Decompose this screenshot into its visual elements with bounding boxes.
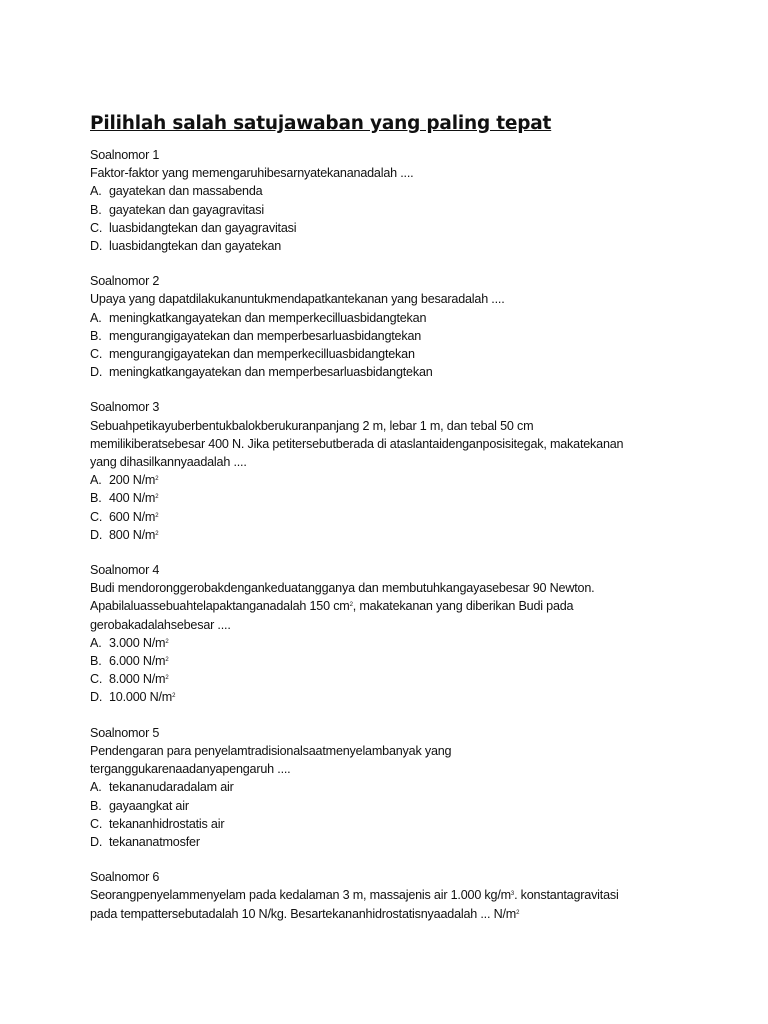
answer-option — [90, 833, 730, 851]
option-text: tekananudaradalam air — [109, 780, 234, 795]
option-letter: B. — [90, 328, 102, 343]
answer-option — [90, 363, 730, 381]
document-page — [90, 112, 730, 940]
option-text: mengurangigayatekan dan memperbesarluasbidangtekan — [109, 328, 422, 343]
option-letter: B. — [90, 491, 102, 506]
answer-option — [90, 688, 730, 706]
question-3 — [90, 398, 730, 544]
answer-option — [90, 526, 730, 544]
option-letter: B. — [90, 202, 102, 217]
answer-option — [90, 652, 730, 670]
option-text: luasbidangtekan dan gayagravitasi — [109, 220, 297, 235]
superscript: 2 — [165, 675, 169, 682]
option-text: 8.000 $N/m^2$ — [109, 672, 169, 687]
option-text: 10.000 $N/m^2$ — [109, 690, 176, 705]
option-letter: C. — [90, 220, 103, 235]
question-5 — [90, 724, 730, 851]
option-letter: C. — [90, 509, 103, 524]
superscript: 2 — [165, 638, 169, 645]
answer-option — [90, 201, 730, 219]
option-letter: A. — [90, 473, 102, 488]
question-text: Sebuahpetikayuberbentukbalokberukuranpanjang 2 m, lebar 1 m, dan tebal 50 cm memilikiberatsebesar 400 N. Jika petitersebutberada di ataslantaidenganposisitegak, makatekanan yang dihasilkannyaadalah .... — [90, 418, 624, 470]
answer-option — [90, 237, 730, 255]
question-number: Soalnomor 2 — [90, 274, 160, 289]
answer-option — [90, 471, 730, 489]
superscript: 2 — [172, 693, 176, 700]
option-letter: B. — [90, 798, 102, 813]
option-letter: C. — [90, 672, 103, 687]
question-6 — [90, 868, 730, 923]
page-title: Pilihlah salah satujawaban yang paling tepat — [90, 113, 552, 134]
option-text: 800 $N/m^2$ — [109, 527, 159, 542]
option-letter: D. — [90, 239, 103, 254]
option-text: gayatekan dan gayagravitasi — [109, 202, 264, 217]
superscript: 2 — [155, 530, 159, 537]
question-text: Seorangpenyelammenyelam pada kedalaman 3 m, massajenis air 1.000 $kg/m^3$. konstantagravitasi pada tempattersebutadalah 10 N/kg. Besartekananhidrostatisnyaadalah ... $N/m^2$ — [90, 888, 619, 921]
option-text: luasbidangtekan dan gayatekan — [109, 239, 282, 254]
option-letter: C. — [90, 347, 103, 362]
question-2 — [90, 272, 730, 381]
question-text: Budi mendoronggerobakdengankeduatangganya dan membutuhkangayasebesar 90 Newton. Apabilaluassebuahtelapaktanganadalah 150 $cm^2$, makatekanan yang diberikan Budi pada gerobakadalahsebesar .... — [90, 581, 595, 632]
option-text: 3.000 $N/m^2$ — [109, 635, 169, 650]
option-text: tekananhidrostatis air — [109, 816, 225, 831]
option-text: 600 $N/m^2$ — [109, 509, 159, 524]
answer-option — [90, 309, 730, 327]
question-number: Soalnomor 6 — [90, 870, 160, 885]
superscript: 2 — [155, 512, 159, 519]
superscript: 2 — [349, 602, 353, 609]
option-letter: A. — [90, 184, 102, 199]
option-text: 6.000 $N/m^2$ — [109, 654, 169, 669]
option-text: 200 $N/m^2$ — [109, 473, 159, 488]
option-letter: A. — [90, 310, 102, 325]
option-letter: D. — [90, 834, 103, 849]
superscript: 2 — [155, 476, 159, 483]
answer-option — [90, 327, 730, 345]
option-letter: A. — [90, 780, 102, 795]
option-letter: D. — [90, 527, 103, 542]
superscript: 3 — [510, 891, 515, 898]
option-text: tekananatmosfer — [109, 834, 200, 849]
option-text: gayaangkat air — [109, 798, 189, 813]
question-4 — [90, 561, 730, 707]
answer-option — [90, 489, 730, 507]
superscript: 2 — [516, 909, 520, 916]
question-1 — [90, 146, 730, 255]
option-text: mengurangigayatekan dan memperkecilluasbidangtekan — [109, 347, 415, 362]
option-letter: D. — [90, 365, 103, 380]
superscript: 2 — [155, 494, 159, 501]
question-text: Pendengaran para penyelamtradisionalsaatmenyelambanyak yang terganggukarenaadanyapengaruh .... — [90, 743, 452, 777]
question-number: Soalnomor 5 — [90, 725, 160, 740]
question-number: Soalnomor 4 — [90, 563, 160, 578]
option-letter: C. — [90, 816, 103, 831]
answer-option — [90, 182, 730, 200]
answer-option — [90, 670, 730, 688]
answer-option — [90, 778, 730, 796]
question-text: Upaya yang dapatdilakukanuntukmendapatkantekanan yang besaradalah .... — [90, 292, 505, 307]
question-list — [90, 146, 730, 923]
question-text: Faktor-faktor yang memengaruhibesarnyatekananadalah .... — [90, 166, 414, 181]
answer-option — [90, 508, 730, 526]
option-text: gayatekan dan massabenda — [109, 184, 263, 199]
answer-option — [90, 815, 730, 833]
superscript: 2 — [165, 657, 169, 664]
answer-option — [90, 219, 730, 237]
answer-option — [90, 634, 730, 652]
option-letter: A. — [90, 635, 102, 650]
question-number: Soalnomor 3 — [90, 400, 160, 415]
question-number: Soalnomor 1 — [90, 148, 160, 162]
option-letter: D. — [90, 690, 103, 705]
answer-option — [90, 345, 730, 363]
option-letter: B. — [90, 654, 102, 669]
option-text: 400 $N/m^2$ — [109, 491, 159, 506]
option-text: meningkatkangayatekan dan memperbesarluasbidangtekan — [109, 365, 433, 380]
answer-option — [90, 797, 730, 815]
option-text: meningkatkangayatekan dan memperkecilluasbidangtekan — [109, 310, 427, 325]
